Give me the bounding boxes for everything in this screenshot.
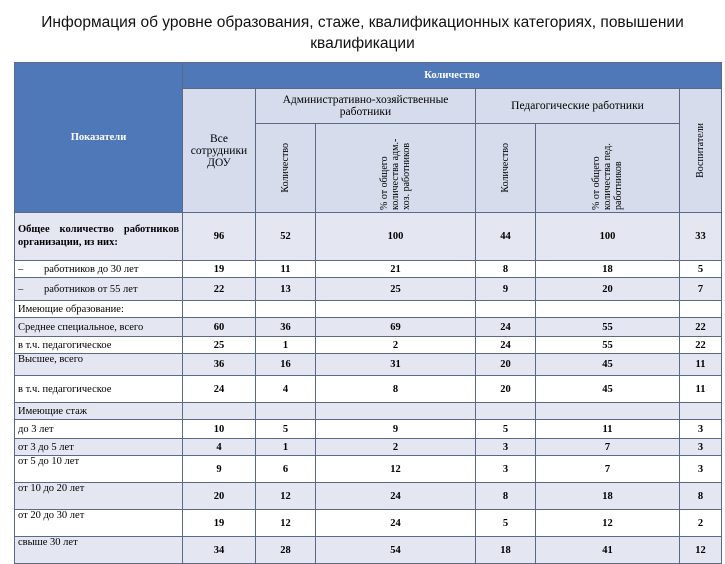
- cell-value: [680, 403, 722, 420]
- row-label: – работников до 30 лет: [15, 261, 183, 278]
- dash-mark: –: [18, 263, 24, 275]
- cell-value: 7: [536, 456, 680, 483]
- row-label: Имеющие образование:: [15, 301, 183, 318]
- cell-value: 8: [680, 483, 722, 510]
- row-label: Общее количество работников организации, из них:: [15, 213, 183, 261]
- cell-value: 55: [536, 318, 680, 337]
- cell-value: 3: [476, 456, 536, 483]
- table-row: [15, 278, 722, 301]
- cell-value: [476, 403, 536, 420]
- cell-value: 4: [256, 376, 316, 403]
- cell-value: 2: [316, 337, 476, 354]
- cell-value: 3: [680, 439, 722, 456]
- row-label: от 20 до 30 лет: [15, 510, 183, 537]
- table-row: [15, 301, 722, 318]
- cell-value: 9: [183, 456, 256, 483]
- row-label: – работников от 55 лет: [15, 278, 183, 301]
- cell-value: 44: [476, 213, 536, 261]
- cell-value: 8: [476, 483, 536, 510]
- cell-value: 34: [183, 537, 256, 564]
- cell-value: [316, 403, 476, 420]
- header-ped-group: Педагогические работники: [476, 89, 680, 124]
- cell-value: 52: [256, 213, 316, 261]
- cell-value: 5: [256, 420, 316, 439]
- cell-value: 21: [316, 261, 476, 278]
- row-label: от 3 до 5 лет: [15, 439, 183, 456]
- cell-value: 3: [680, 456, 722, 483]
- table-row: [15, 337, 722, 354]
- row-label: от 5 до 10 лет: [15, 456, 183, 483]
- cell-value: 7: [536, 439, 680, 456]
- cell-value: 33: [680, 213, 722, 261]
- title-line-1: Информация об уровне образования, стаже, квалификационных категориях, повышении: [41, 14, 684, 31]
- cell-value: 2: [316, 439, 476, 456]
- cell-value: [256, 301, 316, 318]
- cell-value: 12: [680, 537, 722, 564]
- cell-value: 45: [536, 376, 680, 403]
- cell-value: [476, 301, 536, 318]
- table-row: [15, 213, 722, 261]
- cell-value: 100: [536, 213, 680, 261]
- row-label: в т.ч. педагогическое: [15, 376, 183, 403]
- cell-value: 12: [256, 483, 316, 510]
- table-row: [15, 354, 722, 376]
- table-row: [15, 456, 722, 483]
- row-label: Среднее специальное, всего: [15, 318, 183, 337]
- cell-value: [680, 301, 722, 318]
- cell-value: 3: [476, 439, 536, 456]
- cell-value: [316, 301, 476, 318]
- header-quantity: Количество: [183, 63, 722, 89]
- cell-value: 55: [536, 337, 680, 354]
- page-title: [0, 12, 725, 54]
- cell-value: 20: [476, 376, 536, 403]
- table-row: [15, 537, 722, 564]
- cell-value: 19: [183, 510, 256, 537]
- row-label: до 3 лет: [15, 420, 183, 439]
- cell-value: 28: [256, 537, 316, 564]
- cell-value: 36: [183, 354, 256, 376]
- cell-value: 11: [680, 376, 722, 403]
- row-label: Высшее, всего: [15, 354, 183, 376]
- table-row: [15, 439, 722, 456]
- cell-value: 60: [183, 318, 256, 337]
- row-label: от 10 до 20 лет: [15, 483, 183, 510]
- staff-table: [14, 62, 722, 564]
- table-row: [15, 318, 722, 337]
- cell-value: 3: [680, 420, 722, 439]
- cell-value: 20: [476, 354, 536, 376]
- cell-value: 7: [680, 278, 722, 301]
- cell-value: 13: [256, 278, 316, 301]
- cell-value: 18: [536, 483, 680, 510]
- cell-value: 96: [183, 213, 256, 261]
- cell-value: 11: [256, 261, 316, 278]
- cell-value: [536, 403, 680, 420]
- header-ped-count: Количество: [476, 124, 536, 213]
- table-row: [15, 483, 722, 510]
- cell-value: [536, 301, 680, 318]
- cell-value: 25: [316, 278, 476, 301]
- cell-value: 20: [536, 278, 680, 301]
- cell-value: 36: [256, 318, 316, 337]
- cell-value: 22: [183, 278, 256, 301]
- cell-value: 24: [316, 483, 476, 510]
- row-label: в т.ч. педагогическое: [15, 337, 183, 354]
- cell-value: 19: [183, 261, 256, 278]
- table-row: [15, 510, 722, 537]
- cell-value: 24: [476, 337, 536, 354]
- header-admin-count: Количество: [256, 124, 316, 213]
- cell-value: 22: [680, 337, 722, 354]
- cell-value: 18: [476, 537, 536, 564]
- cell-value: 5: [680, 261, 722, 278]
- cell-value: 69: [316, 318, 476, 337]
- cell-value: 54: [316, 537, 476, 564]
- cell-value: 24: [476, 318, 536, 337]
- row-label: Имеющие стаж: [15, 403, 183, 420]
- cell-value: 12: [316, 456, 476, 483]
- header-admin-pct: % от общего количества адм.-хоз. работников: [316, 124, 476, 213]
- cell-value: 9: [476, 278, 536, 301]
- cell-value: 11: [536, 420, 680, 439]
- header-indicators: Показатели: [15, 63, 183, 213]
- cell-value: 5: [476, 510, 536, 537]
- cell-value: 8: [476, 261, 536, 278]
- cell-value: [183, 301, 256, 318]
- cell-value: 11: [680, 354, 722, 376]
- cell-value: 9: [316, 420, 476, 439]
- cell-value: 5: [476, 420, 536, 439]
- table-row: [15, 261, 722, 278]
- cell-value: 25: [183, 337, 256, 354]
- cell-value: 24: [316, 510, 476, 537]
- cell-value: 31: [316, 354, 476, 376]
- table-row: [15, 420, 722, 439]
- cell-value: 16: [256, 354, 316, 376]
- dash-mark: –: [18, 283, 24, 295]
- cell-value: [183, 403, 256, 420]
- table-row: [15, 376, 722, 403]
- cell-value: 1: [256, 439, 316, 456]
- row-label: свыше 30 лет: [15, 537, 183, 564]
- cell-value: 12: [536, 510, 680, 537]
- cell-value: 4: [183, 439, 256, 456]
- cell-value: 10: [183, 420, 256, 439]
- cell-value: 100: [316, 213, 476, 261]
- cell-value: 45: [536, 354, 680, 376]
- header-educators: Воспитатели: [680, 89, 722, 213]
- cell-value: 6: [256, 456, 316, 483]
- header-admin-group: Административно-хозяйственные работники: [256, 89, 476, 124]
- cell-value: 8: [316, 376, 476, 403]
- title-line-2: квалификации: [310, 35, 415, 52]
- cell-value: 12: [256, 510, 316, 537]
- header-ped-pct: % от общего количества пед. работников: [536, 124, 680, 213]
- header-all-staff: Все сотрудники ДОУ: [183, 89, 256, 213]
- cell-value: 1: [256, 337, 316, 354]
- cell-value: 20: [183, 483, 256, 510]
- cell-value: 2: [680, 510, 722, 537]
- cell-value: 18: [536, 261, 680, 278]
- cell-value: 24: [183, 376, 256, 403]
- cell-value: 41: [536, 537, 680, 564]
- table-row: [15, 403, 722, 420]
- cell-value: [256, 403, 316, 420]
- cell-value: 22: [680, 318, 722, 337]
